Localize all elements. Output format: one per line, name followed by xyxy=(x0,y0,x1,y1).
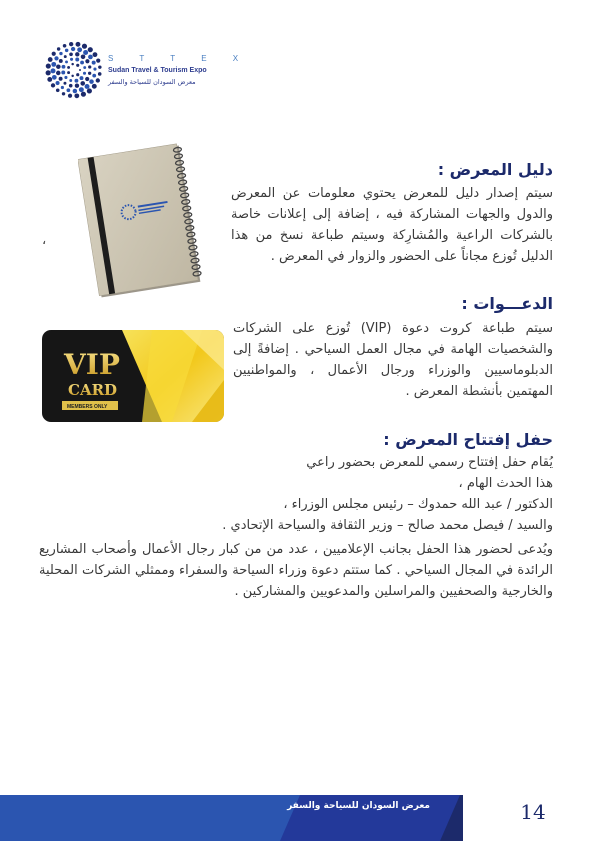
expo-guide-notebook-image xyxy=(78,140,208,300)
opening-line-2: هذا الحدث الهام ، xyxy=(458,476,553,491)
opening-line-3: الدكتور / عبد الله حمدوك – رئيس مجلس الوزراء ، xyxy=(283,497,553,512)
guide-paragraph: سيتم إصدار دليل للمعرض يحتوي معلومات عن المعرض والدول والجهات المشاركة فيه ، إضافة إلى إعلانات خاصة بالشركات الراعية والمُشارِكة وسيتم طباعة نسخ من هذا الدليل تُوزع مجاناً على الحضور والزوار في المعرض . xyxy=(231,186,553,264)
page-number: 14 xyxy=(520,800,546,824)
opening-heading: حفل إفتتاح المعرض : xyxy=(383,430,553,449)
vip-card-card-text: CARD xyxy=(68,381,118,399)
logo-letters: S T T E X xyxy=(108,54,251,63)
logo-english-name: Sudan Travel & Tourism Expo xyxy=(108,67,207,74)
logo-dots-icon xyxy=(44,40,104,100)
stray-mark: ، xyxy=(42,233,47,248)
vip-card-vip-text: VIP xyxy=(64,348,120,381)
vip-card-image xyxy=(42,330,224,422)
opening-line-4: والسيد / فيصل محمد صالح – وزير الثقافة والسياحة الإتحادي . xyxy=(222,518,553,533)
vip-card-members-text: MEMBERS ONLY xyxy=(67,404,108,410)
logo-arabic-name: معرض السودان للسياحة والسفر xyxy=(108,78,196,86)
opening-line-1: يُقام حفل إفتتاح رسمي للمعرض بحضور راعي xyxy=(306,455,553,470)
opening-paragraph: ويُدعى لحضور هذا الحفل بجانب الإعلاميين ، عدد من من كبار رجال الأعمال وأصحاب المشاريع الرائدة في المجال السياحي . كما ستتم دعوة وزراء السياحة والسفراء وممثلي الشركات المحلية والخارجية والصحفيين والمراسلين والمدعويين والمشاركين . xyxy=(39,542,553,599)
invitations-paragraph: سيتم طباعة كروت دعوة (VIP) تُوزع على الشركات والشخصيات الهامة في مجال العمل السياحي . إضافةً إلى الدبلوماسيين والوزراء ورجال الأعمال ، والمواطنيين المهتمين بأنشطة المعرض . xyxy=(233,321,553,399)
footer-text: معرض السودان للسياحة والسفر xyxy=(287,801,430,811)
invitations-heading: الدعـــوات : xyxy=(461,294,553,313)
guide-heading: دليل المعرض : xyxy=(437,160,553,179)
